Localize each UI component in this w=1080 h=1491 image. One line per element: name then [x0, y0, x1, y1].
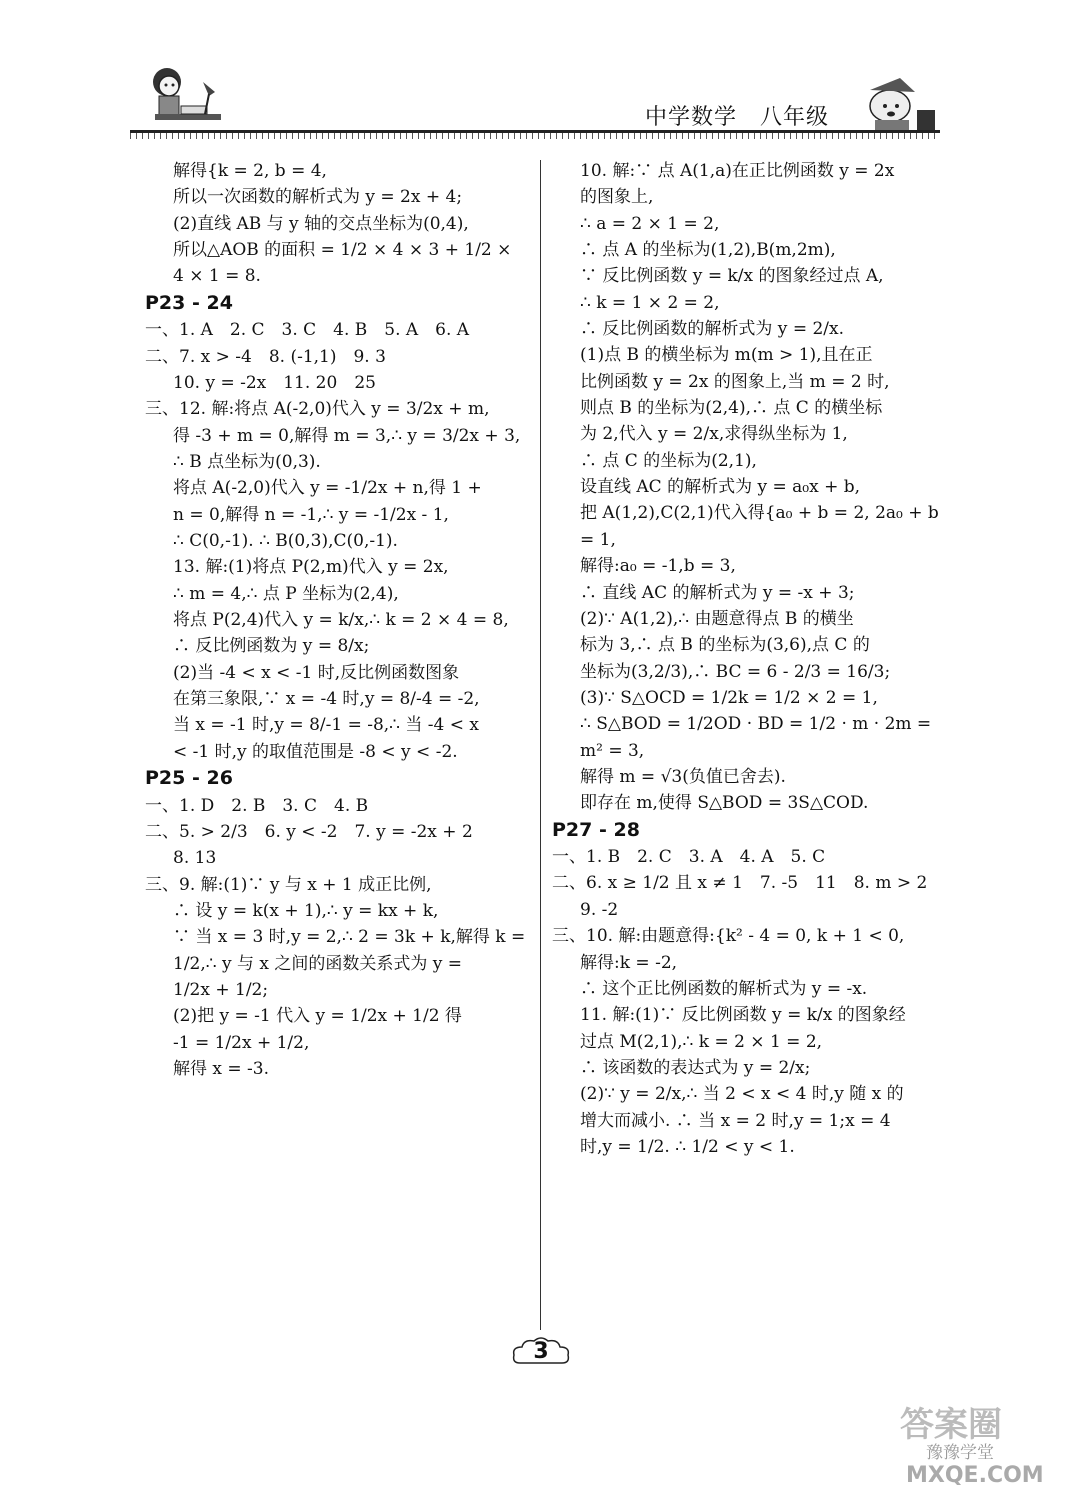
- watermark-line1: 答案圈: [900, 1405, 1002, 1445]
- answer-line: 10. 解:∵ 点 A(1,a)在正比例函数 y = 2x: [580, 161, 895, 181]
- watermark-line3: MXQE.COM: [906, 1463, 1044, 1485]
- answer-line: ∵ 反比例函数 y = k/x 的图象经过点 A,: [580, 266, 884, 287]
- section-heading: P27 - 28: [552, 818, 640, 841]
- answer-line: ∴ k = 1 × 2 = 2,: [580, 292, 720, 313]
- answer-line: 的图象上,: [580, 187, 654, 208]
- left-column: [145, 158, 530, 1082]
- answer-line: 增大而减小. ∴ 当 x = 2 时,y = 1;x = 4: [580, 1110, 891, 1131]
- answer-line: 8. 13: [173, 848, 217, 869]
- answer-line: ∴ B 点坐标为(0,3).: [173, 451, 321, 472]
- watermark-logo-icon: [892, 1400, 1072, 1485]
- right-column: [552, 158, 945, 1160]
- answer-line: (3)∵ S△OCD = 1/2k = 1/2 × 2 = 1,: [580, 687, 878, 708]
- page-header: [0, 0, 1080, 150]
- answer-line: ∴ 该函数的表达式为 y = 2/x;: [580, 1057, 811, 1078]
- answer-line: 得 -3 + m = 0,解得 m = 3,∴ y = 3/2x + 3,: [173, 425, 521, 446]
- answer-line: 11. 解:(1)∵ 反比例函数 y = k/x 的图象经: [580, 1005, 906, 1026]
- answer-line: 4 × 1 = 8.: [173, 266, 261, 287]
- answer-line: 过点 M(2,1),∴ k = 2 × 1 = 2,: [580, 1031, 823, 1052]
- answer-line: 比例函数 y = 2x 的图象上,当 m = 2 时,: [580, 371, 890, 392]
- answer-line: < -1 时,y 的取值范围是 -8 < y < -2.: [173, 741, 458, 762]
- answer-line: (2)∵ A(1,2),∴ 由题意得点 B 的横坐: [580, 608, 854, 629]
- answer-line: (2)∵ y = 2/x,∴ 当 2 < x < 4 时,y 随 x 的: [580, 1084, 904, 1105]
- answer-line: 解得 m = √3(负值已舍去).: [580, 766, 786, 787]
- answer-line: 所以一次函数的解析式为 y = 2x + 4;: [173, 187, 463, 208]
- answer-line: n = 0,解得 n = -1,∴ y = -1/2x - 1,: [173, 504, 449, 525]
- answer-line: 在第三象限,∵ x = -4 时,y = 8/-4 = -2,: [173, 689, 480, 710]
- answer-line: 解得 x = -3.: [173, 1059, 270, 1080]
- section-heading: P25 - 26: [145, 767, 233, 790]
- answer-line: 设直线 AC 的解析式为 y = a₀x + b,: [580, 477, 861, 498]
- answer-line: 为 2,代入 y = 2/x,求得纵坐标为 1,: [580, 424, 848, 445]
- dog-mascot-logo-icon: [845, 70, 940, 134]
- answer-line: 10. y = -2x 11. 20 25: [173, 372, 376, 393]
- answer-line: ∴ S△BOD = 1/2OD · BD = 1/2 · m · 2m =: [580, 714, 932, 735]
- page-number-badge: [510, 1335, 572, 1369]
- answer-line: 把 A(1,2),C(2,1)代入得{a₀ + b = 2, 2a₀ + b = 1,: [580, 503, 945, 550]
- answer-line: 标为 3,∴ 点 B 的坐标为(3,6),点 C 的: [580, 635, 870, 656]
- answer-line: ∴ C(0,-1). ∴ B(0,3),C(0,-1).: [173, 531, 398, 552]
- answer-line: m² = 3,: [580, 740, 645, 761]
- answer-line: (1)点 B 的横坐标为 m(m > 1),且在正: [580, 345, 873, 366]
- answer-line: 三、9. 解:(1)∵ y 与 x + 1 成正比例,: [145, 874, 432, 895]
- girl-reading-logo-icon: [145, 62, 225, 134]
- answer-line: 三、10. 解:由题意得:{k² - 4 = 0, k + 1 < 0,: [552, 926, 905, 947]
- answer-line: 一、1. A 2. C 3. C 4. B 5. A 6. A: [145, 320, 470, 341]
- answer-line: (2)当 -4 < x < -1 时,反比例函数图象: [173, 662, 460, 683]
- watermark-line2: 豫豫学堂: [926, 1443, 994, 1463]
- answer-line: ∴ a = 2 × 1 = 2,: [580, 213, 720, 234]
- answer-line: 三、12. 解:将点 A(-2,0)代入 y = 3/2x + m,: [145, 399, 490, 420]
- answer-line: -1 = 1/2x + 1/2,: [173, 1032, 310, 1053]
- answer-line: 坐标为(3,2/3),∴ BC = 6 - 2/3 = 16/3;: [580, 661, 891, 682]
- answer-line: 当 x = -1 时,y = 8/-1 = -8,∴ 当 -4 < x: [173, 715, 480, 736]
- answer-line: 二、6. x ≥ 1/2 且 x ≠ 1 7. -5 11 8. m > 2: [552, 873, 928, 894]
- answer-line: (2)把 y = -1 代入 y = 1/2x + 1/2 得: [173, 1006, 462, 1027]
- page-number: 3: [533, 1339, 549, 1364]
- answer-line: 一、1. D 2. B 3. C 4. B: [145, 795, 369, 816]
- answer-line: (2)直线 AB 与 y 轴的交点坐标为(0,4),: [173, 213, 469, 234]
- section-heading: P23 - 24: [145, 291, 233, 314]
- answer-line: 则点 B 的坐标为(2,4),∴ 点 C 的横坐标: [580, 398, 883, 419]
- answer-line: 9. -2: [580, 899, 619, 920]
- header-title: 中学数学 八年级: [645, 105, 830, 130]
- answer-line: ∴ 这个正比例函数的解析式为 y = -x.: [580, 978, 868, 999]
- answer-line: 所以△AOB 的面积 = 1/2 × 4 × 3 + 1/2 ×: [173, 240, 512, 261]
- answer-line: 一、1. B 2. C 3. A 4. A 5. C: [552, 847, 826, 868]
- answer-line: 解得{k = 2, b = 4,: [173, 161, 327, 181]
- answer-line: 13. 解:(1)将点 P(2,m)代入 y = 2x,: [173, 557, 449, 578]
- answer-line: ∴ 设 y = k(x + 1),∴ y = kx + k,: [173, 901, 439, 922]
- answer-line: ∴ 反比例函数为 y = 8/x;: [173, 636, 370, 657]
- answer-line: 解得:k = -2,: [580, 952, 678, 973]
- answer-line: 将点 P(2,4)代入 y = k/x,∴ k = 2 × 4 = 8,: [173, 610, 509, 631]
- answer-line: 1/2x + 1/2;: [173, 980, 269, 1001]
- answer-line: 即存在 m,使得 S△BOD = 3S△COD.: [580, 793, 869, 814]
- column-divider: [540, 160, 541, 1330]
- answer-line: 解得:a₀ = -1,b = 3,: [580, 556, 736, 577]
- answer-line: 二、7. x > -4 8. (-1,1) 9. 3: [145, 346, 386, 367]
- answer-line: ∴ 点 C 的坐标为(2,1),: [580, 450, 757, 471]
- answer-line: 将点 A(-2,0)代入 y = -1/2x + n,得 1 +: [173, 478, 482, 499]
- answer-line: ∴ 反比例函数的解析式为 y = 2/x.: [580, 319, 844, 340]
- answer-line: ∴ m = 4,∴ 点 P 坐标为(2,4),: [173, 583, 399, 604]
- answer-line: ∴ 点 A 的坐标为(1,2),B(m,2m),: [580, 240, 836, 261]
- header-ruler-ticks: [130, 133, 940, 139]
- answer-line: 二、5. > 2/3 6. y < -2 7. y = -2x + 2: [145, 822, 473, 842]
- answer-line: ∵ 当 x = 3 时,y = 2,∴ 2 = 3k + k,解得 k =: [173, 927, 526, 948]
- answer-line: 时,y = 1/2. ∴ 1/2 < y < 1.: [580, 1136, 795, 1157]
- answer-line: 1/2,∴ y 与 x 之间的函数关系式为 y =: [173, 953, 463, 974]
- answer-line: ∴ 直线 AC 的解析式为 y = -x + 3;: [580, 582, 855, 603]
